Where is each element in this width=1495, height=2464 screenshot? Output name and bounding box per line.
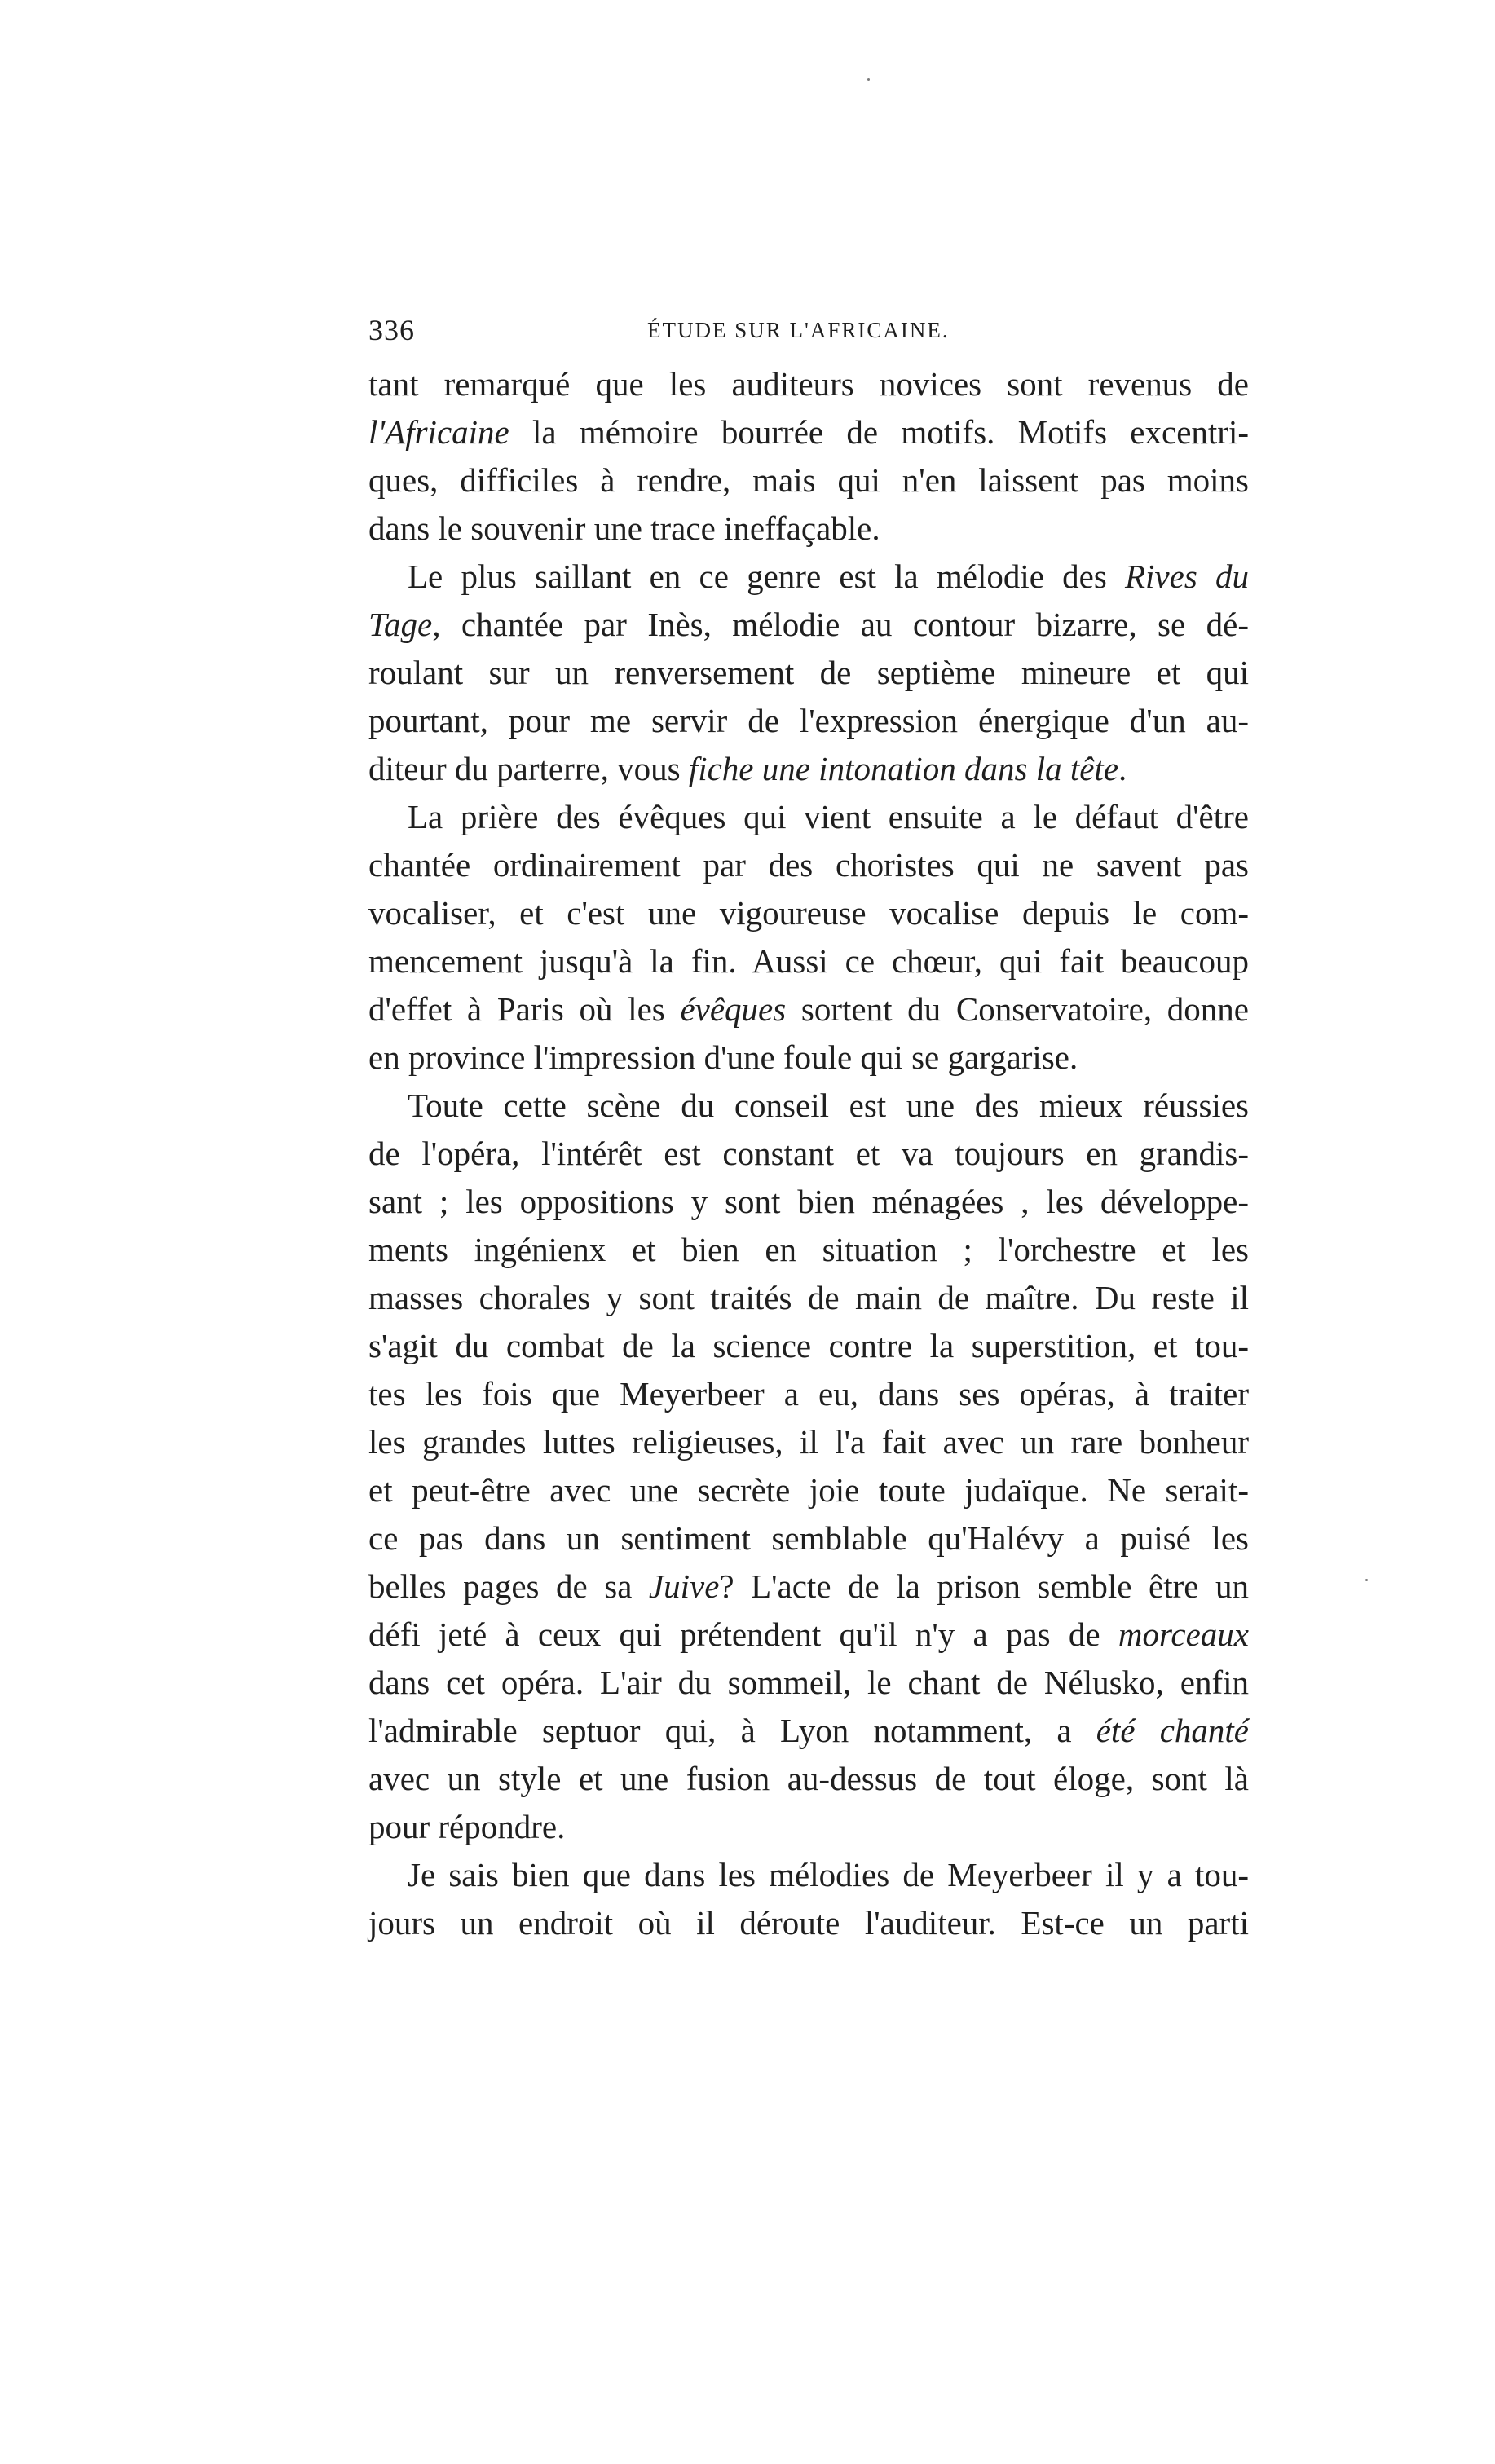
text-line: roulant sur un renversement de septième mineure et qui xyxy=(368,654,1249,691)
text-line: jours un endroit où il déroute l'auditeur. Est-ce un parti xyxy=(368,1904,1249,1942)
running-head: ÉTUDE SUR L'AFRICAINE. xyxy=(647,318,950,342)
body-text xyxy=(368,361,1249,1991)
text-line: dans cet opéra. L'air du sommeil, le chant de Nélusko, enfin xyxy=(368,1664,1249,1701)
text-line: l'admirable septuor qui, à Lyon notamment, a été chanté xyxy=(368,1712,1249,1749)
paper-speck xyxy=(1365,1579,1368,1581)
text-line: diteur du parterre, vous fiche une intonation dans la tête. xyxy=(368,750,1127,787)
text-line: pourtant, pour me servir de l'expression énergique d'un au- xyxy=(368,702,1249,739)
text-line: ments ingénienx et bien en situation ; l'orchestre et les xyxy=(368,1231,1249,1268)
text-line: tant remarqué que les auditeurs novices sont revenus de xyxy=(368,365,1249,403)
text-line: belles pages de sa Juive? L'acte de la prison semble être un xyxy=(368,1567,1249,1605)
text-line: s'agit du combat de la science contre la superstition, et tou- xyxy=(368,1327,1249,1364)
text-line: dans le souvenir une trace ineffaçable. xyxy=(368,509,880,547)
text-line: Toute cette scène du conseil est une des mieux réussies xyxy=(408,1087,1249,1124)
text-line: Tage, chantée par Inès, mélodie au contour bizarre, se dé- xyxy=(368,606,1249,643)
text-line: mencement jusqu'à la fin. Aussi ce chœur, qui fait beaucoup xyxy=(368,942,1249,980)
text-line: pour répondre. xyxy=(368,1808,566,1845)
text-line: Le plus saillant en ce genre est la mélodie des Rives du xyxy=(408,558,1249,595)
text-line: Je sais bien que dans les mélodies de Meyerbeer il y a tou- xyxy=(408,1856,1249,1893)
text-line: vocaliser, et c'est une vigoureuse vocalise depuis le com- xyxy=(368,894,1249,932)
text-line: tes les fois que Meyerbeer a eu, dans ses opéras, à traiter xyxy=(368,1375,1249,1413)
page-header xyxy=(368,306,1249,355)
text-line: masses chorales y sont traités de main de maître. Du reste il xyxy=(368,1279,1249,1316)
text-line: de l'opéra, l'intérêt est constant et va toujours en grandis- xyxy=(368,1135,1249,1172)
text-line: d'effet à Paris où les évêques sortent du Conservatoire, donne xyxy=(368,990,1249,1028)
text-line: La prière des évêques qui vient ensuite a le défaut d'être xyxy=(408,798,1249,835)
text-line: chantée ordinairement par des choristes qui ne savent pas xyxy=(368,846,1249,884)
paper-speck xyxy=(867,78,870,81)
text-line: ce pas dans un sentiment semblable qu'Halévy a puisé les xyxy=(368,1519,1249,1557)
page-number: 336 xyxy=(368,314,415,346)
text-line: sant ; les oppositions y sont bien ménagées , les développe- xyxy=(368,1183,1249,1220)
text-line: avec un style et une fusion au-dessus de tout éloge, sont là xyxy=(368,1760,1249,1797)
text-line: ques, difficiles à rendre, mais qui n'en laissent pas moins xyxy=(368,461,1249,499)
text-line: et peut-être avec une secrète joie toute judaïque. Ne serait- xyxy=(368,1471,1249,1509)
text-line: défi jeté à ceux qui prétendent qu'il n'y a pas de morceaux xyxy=(368,1615,1249,1653)
text-line: l'Africaine la mémoire bourrée de motifs. Motifs excentri- xyxy=(368,413,1249,451)
text-line: en province l'impression d'une foule qui se gargarise. xyxy=(368,1038,1078,1076)
text-line: les grandes luttes religieuses, il l'a fait avec un rare bonheur xyxy=(368,1423,1249,1461)
